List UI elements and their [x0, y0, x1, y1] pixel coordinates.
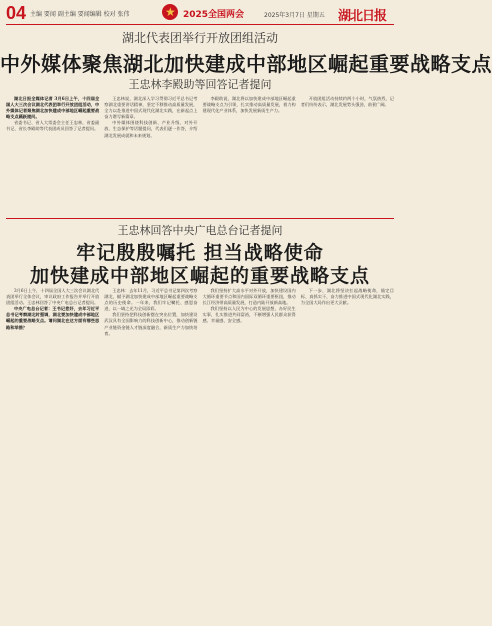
story1-paragraph: 湖北日报全媒体记者 3月6日上午，十四届全国人大三次会议湖北代表团举行开放团组活动，中外媒体记者聚焦湖北加快建成中部地区崛起重要战略支点踊跃提问。 — [6, 96, 100, 120]
editor-credits: 主编 要闻 副主编 要闻编辑 校对 张伟 — [30, 11, 130, 18]
story1-body — [6, 96, 394, 216]
story2-paragraph: 3月6日上午，十四届全国人大三次会议湖北代表团举行全体会议，审议政府工作报告并举行开放团组活动。王忠林回答了中央广电总台记者提问。 — [6, 288, 100, 306]
story2-column — [104, 288, 197, 622]
special-section-title: 2025全国两会 — [183, 10, 245, 20]
story1-paragraph: 中外媒体围绕科技创新、产业升级、对外开放、生态保护等话题提问，代表们逐一作答，介绍湖北发展成就和未来规划。 — [104, 120, 198, 138]
story2-column — [203, 288, 296, 622]
story2-column — [6, 288, 99, 622]
national-emblem-icon — [162, 4, 178, 20]
story1-column — [301, 96, 394, 216]
masthead-rule — [6, 24, 394, 25]
issue-date: 2025年3月7日 星期五 — [264, 12, 325, 19]
story2-kicker: 王忠林回答中央广电总台记者提问 — [117, 224, 283, 237]
story1-headline: 中外媒体聚焦湖北加快建成中部地区崛起重要战略支点 — [0, 52, 492, 76]
story1-byline: 王忠林李殿助等回答记者提问 — [128, 78, 272, 91]
story1-column — [203, 96, 296, 216]
story1-paragraph: 王忠林说，湖北深入学习贯彻习近平总书记考察湖北重要讲话精神，坚定不移推动高质量发展，全力以赴推进中国式现代化湖北实践，在新起点上奋力谱写新篇章。 — [104, 96, 198, 120]
story2-paragraph: 我们坚持把科技创新摆在突出位置，加快建设武汉具有全国影响力的科技创新中心，推动创新链产业链资金链人才链深度融合，新质生产力加快培育。 — [104, 312, 198, 336]
story1-paragraph: 省委书记、省人大常委会主任王忠林，省委副书记、省长李殿助等代表团成员回答了记者提问。 — [6, 120, 100, 132]
story-divider — [6, 218, 394, 219]
masthead — [0, 0, 400, 26]
story2-column — [301, 288, 394, 622]
story1-kicker: 湖北代表团举行开放团组活动 — [121, 31, 278, 45]
story2-headline-line1: 牢记殷殷嘱托 担当战略使命 — [76, 242, 324, 264]
story1-column — [6, 96, 99, 216]
story2-paragraph: 我们坚持扩大高水平对外开放，加快建设国内大循环重要节点和国内国际双循环重要枢纽，推动长江经济带高质量发展，打造内陆开放新高地。 — [202, 288, 296, 306]
emblem-star: ★ — [165, 5, 176, 19]
story1-column — [104, 96, 197, 216]
story2-headline-line2: 加快建成中部地区崛起的重要战略支点 — [29, 265, 370, 287]
page-number: 04 — [6, 3, 27, 23]
story1-paragraph: 李殿助说，湖北将以加快建成中部地区崛起重要战略支点为引领，扎实推动高质量发展，着力构建现代化产业体系，加快发展新质生产力。 — [202, 96, 296, 114]
newspaper-logo: 湖北日报 — [338, 9, 387, 24]
story2-paragraph: 我们坚持以人民为中心的发展思想，办好民生实事，扎实推进共同富裕，不断增强人民群众获得感、幸福感、安全感。 — [202, 306, 296, 324]
story2-question: 中央广电总台记者：王书记您好，去年习近平总书记考察湖北时强调，湖北要加快建成中部地区崛起的重要战略支点。请问湖北在这方面有哪些思路和举措？ — [6, 306, 100, 330]
story2-body — [6, 288, 394, 622]
story2-paragraph: 下一步，湖北将坚决扛起战略使命，锚定目标、真抓实干，奋力推进中国式现代化湖北实践，为全国大局作出更大贡献。 — [300, 288, 394, 306]
story1-paragraph: 开放团组活动持续约两个小时，气氛热烈，记者们纷纷表示，湖北发展势头强劲，前景广阔。 — [300, 96, 394, 108]
story2-paragraph: 王忠林：去年11月，习近平总书记第四次考察湖北，赋予湖北加快建成中部地区崛起重要战略支点的历史使命。一年来，我们牢记嘱托、感恩奋进，以一域之光为全局添彩。 — [104, 288, 198, 312]
